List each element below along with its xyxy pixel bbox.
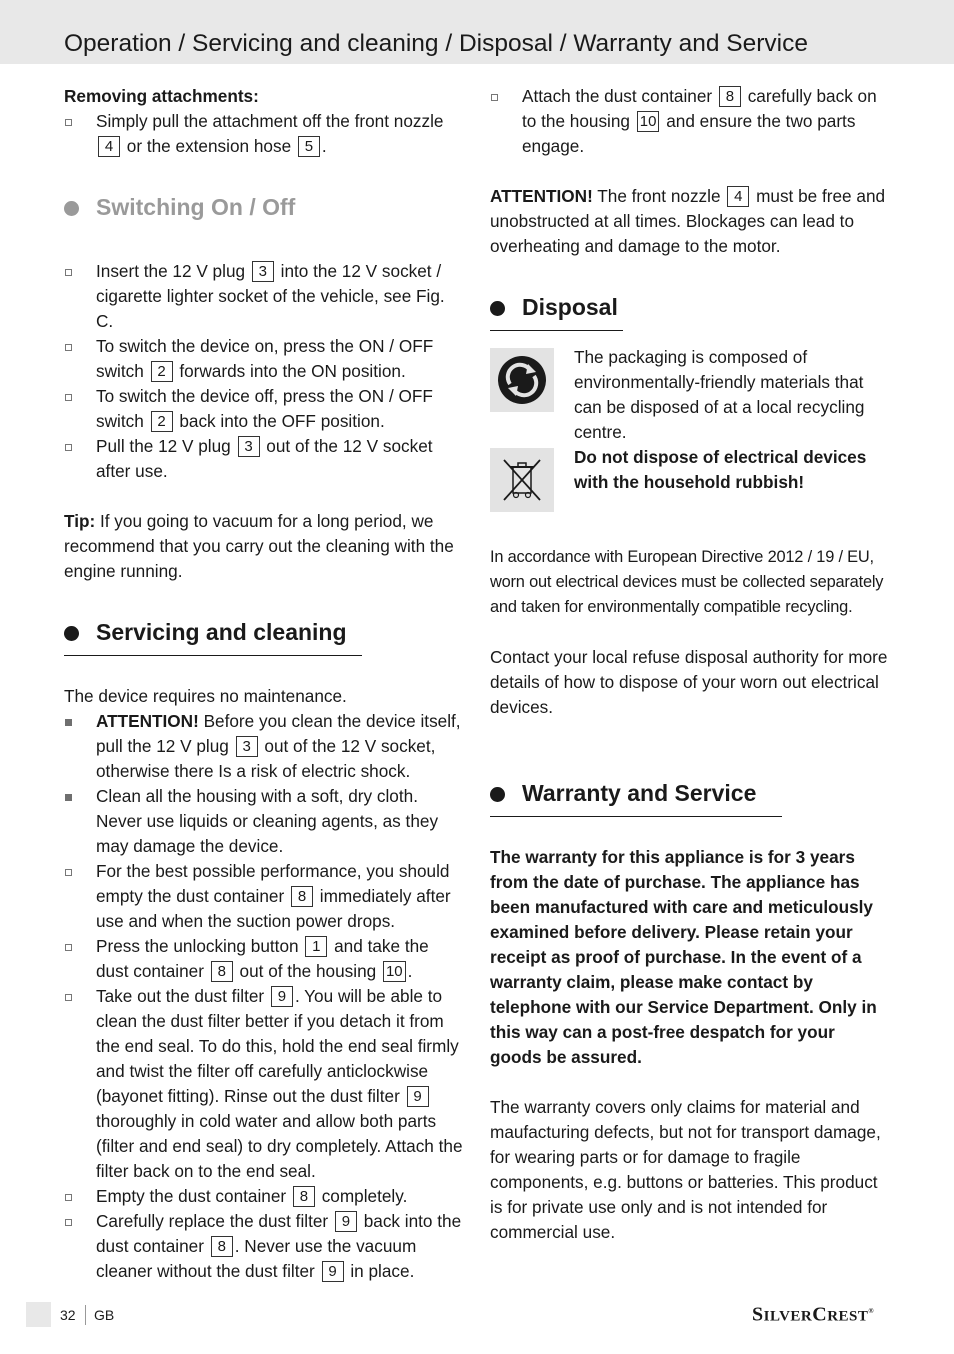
tip-label: Tip: bbox=[64, 511, 96, 531]
servicing-section-heading bbox=[64, 609, 464, 659]
page-header bbox=[0, 0, 954, 64]
list-item: Press the unlocking button 1 and take the dust container 8 out of the housing 10 . bbox=[64, 934, 464, 984]
page-number: 32 bbox=[60, 1307, 76, 1323]
section-bullet-icon bbox=[64, 626, 79, 641]
warranty-section-heading bbox=[490, 770, 890, 820]
disposal-heading: Disposal bbox=[522, 294, 618, 320]
weee-warning: Do not dispose of electrical devices with the household rubbish! bbox=[574, 447, 867, 492]
part-number: 8 bbox=[211, 961, 233, 982]
checkbox-bullet-icon bbox=[65, 394, 72, 401]
checkbox-bullet-icon bbox=[65, 1194, 72, 1201]
list-item: Simply pull the attachment off the front nozzle 4 or the extension hose 5 . bbox=[64, 109, 464, 159]
part-number: 8 bbox=[719, 86, 741, 107]
list-item: Attach the dust container 8 carefully back on to the housing 10 and ensure the two parts engage. bbox=[490, 84, 890, 159]
servicing-heading: Servicing and cleaning bbox=[96, 619, 347, 645]
weee-icon-graphic bbox=[490, 448, 554, 512]
heading-underline bbox=[64, 655, 362, 656]
weee-row bbox=[490, 445, 890, 545]
part-number: 4 bbox=[98, 136, 120, 157]
section-bullet-icon bbox=[490, 301, 505, 316]
directive-text: In accordance with European Directive 2012 / 19 / EU, worn out electrical devices must be collected separately and taken for environmentally compatible recycling. bbox=[490, 548, 884, 616]
removing-list bbox=[64, 109, 464, 159]
footer-marker bbox=[26, 1302, 51, 1327]
contact-text: Contact your local refuse disposal authority for more details of how to dispose of your worn out electrical devices. bbox=[490, 647, 888, 717]
part-number: 8 bbox=[291, 886, 313, 907]
part-number: 9 bbox=[407, 1086, 429, 1107]
page-title: Operation / Servicing and cleaning / Disposal / Warranty and Service bbox=[64, 30, 808, 57]
silvercrest-logo: SILVERCREST® bbox=[752, 1303, 875, 1326]
part-number: 5 bbox=[298, 136, 320, 157]
filled-square-bullet-icon bbox=[65, 719, 72, 726]
attention-label: ATTENTION! bbox=[490, 186, 593, 206]
left-column bbox=[64, 84, 464, 1284]
tip-paragraph: Tip: If you going to vacuum for a long period, we recommend that you carry out the cleaning with the engine running. bbox=[64, 511, 454, 581]
checkbox-bullet-icon bbox=[65, 994, 72, 1001]
section-bullet-icon bbox=[64, 201, 79, 216]
recycle-icon-graphic bbox=[490, 348, 554, 412]
part-number: 10 bbox=[383, 961, 406, 982]
attention-paragraph: ATTENTION! The front nozzle 4 must be free and unobstructed at all times. Blockages can lead to overheating and damage to the motor. bbox=[490, 186, 886, 256]
checkbox-bullet-icon bbox=[65, 1219, 72, 1226]
checkbox-bullet-icon bbox=[65, 869, 72, 876]
part-number: 8 bbox=[293, 1186, 315, 1207]
attach-list bbox=[490, 84, 890, 159]
heading-underline bbox=[490, 330, 623, 331]
list-item: Empty the dust container 8 completely. bbox=[64, 1184, 464, 1209]
green-dot-recycling-icon bbox=[490, 348, 554, 412]
list-item: To switch the device on, press the ON / OFF switch 2 forwards into the ON position. bbox=[64, 334, 464, 384]
part-number: 2 bbox=[151, 411, 173, 432]
part-number: 9 bbox=[322, 1261, 344, 1282]
servicing-intro: The device requires no maintenance. bbox=[64, 686, 347, 706]
warranty-bold-text: The warranty for this appliance is for 3 years from the date of purchase. The appliance has been manufactured with care and meticulously examined before delivery. Please retain your receipt as proof of purchase. In the event of a warranty claim, please make contact by telephone with our Service Department. Only in this way can a post-free despatch for your goods be assured. bbox=[490, 847, 877, 1067]
checkbox-bullet-icon bbox=[65, 944, 72, 951]
part-number: 3 bbox=[252, 261, 274, 282]
warranty-normal-text: The warranty covers only claims for material and maufacturing defects, but not for transport damage, for wearing parts or for damage to fragile components, e.g. buttons or batteries. This product is for private use only and is not intended for commercial use. bbox=[490, 1097, 881, 1242]
list-item: Clean all the housing with a soft, dry cloth. Never use liquids or cleaning agents, as they may damage the device. bbox=[64, 784, 464, 859]
filled-square-bullet-icon bbox=[65, 794, 72, 801]
list-item: Pull the 12 V plug 3 out of the 12 V socket after use. bbox=[64, 434, 464, 484]
list-item: To switch the device off, press the ON / OFF switch 2 back into the OFF position. bbox=[64, 384, 464, 434]
list-item: Carefully replace the dust filter 9 back into the dust container 8 . Never use the vacuum cleaner without the dust filter 9 in place. bbox=[64, 1209, 464, 1284]
warranty-heading: Warranty and Service bbox=[522, 780, 757, 806]
part-number: 3 bbox=[238, 436, 260, 457]
switching-section-heading bbox=[64, 184, 464, 234]
switching-list bbox=[64, 259, 464, 484]
servicing-list bbox=[64, 709, 464, 1284]
list-item: Take out the dust filter 9 . You will be able to clean the dust filter better if you detach it from the end seal. To do this, hold the end seal firmly and twist the filter off carefully anticlockwise (bayonet fitting). Rinse out the dust filter 9 thoroughly in cold water and allow both parts (filter and end seal) to dry completely. Attach the filter back on to the end seal. bbox=[64, 984, 464, 1184]
packaging-text: The packaging is composed of environmentally-friendly materials that can be disposed of at a local recycling centre. bbox=[574, 347, 865, 442]
list-item: ATTENTION! Before you clean the device itself, pull the 12 V plug 3 out of the 12 V socket, otherwise there Is a risk of electric shock. bbox=[64, 709, 464, 784]
part-number: 4 bbox=[727, 186, 749, 207]
part-number: 8 bbox=[211, 1236, 233, 1257]
part-number: 3 bbox=[236, 736, 258, 757]
heading-underline bbox=[490, 816, 782, 817]
section-bullet-icon bbox=[490, 787, 505, 802]
removing-attachments-heading: Removing attachments: bbox=[64, 86, 259, 106]
list-item: For the best possible performance, you should empty the dust container 8 immediately after use and when the suction power drops. bbox=[64, 859, 464, 934]
part-number: 1 bbox=[305, 936, 327, 957]
list-item: Insert the 12 V plug 3 into the 12 V socket / cigarette lighter socket of the vehicle, see Fig. C. bbox=[64, 259, 464, 334]
switching-heading: Switching On / Off bbox=[96, 194, 296, 220]
checkbox-bullet-icon bbox=[65, 269, 72, 276]
part-number: 9 bbox=[271, 986, 293, 1007]
footer-divider bbox=[85, 1305, 86, 1325]
checkbox-bullet-icon bbox=[65, 119, 72, 126]
checkbox-bullet-icon bbox=[65, 344, 72, 351]
checkbox-bullet-icon bbox=[65, 444, 72, 451]
crossed-out-wheelie-bin-icon bbox=[490, 448, 554, 512]
checkbox-bullet-icon bbox=[491, 94, 498, 101]
part-number: 9 bbox=[335, 1211, 357, 1232]
part-number: 10 bbox=[637, 111, 660, 132]
packaging-row bbox=[490, 345, 890, 445]
part-number: 2 bbox=[151, 361, 173, 382]
disposal-section-heading bbox=[490, 284, 890, 334]
right-column bbox=[490, 84, 890, 1245]
language-code: GB bbox=[94, 1307, 115, 1323]
